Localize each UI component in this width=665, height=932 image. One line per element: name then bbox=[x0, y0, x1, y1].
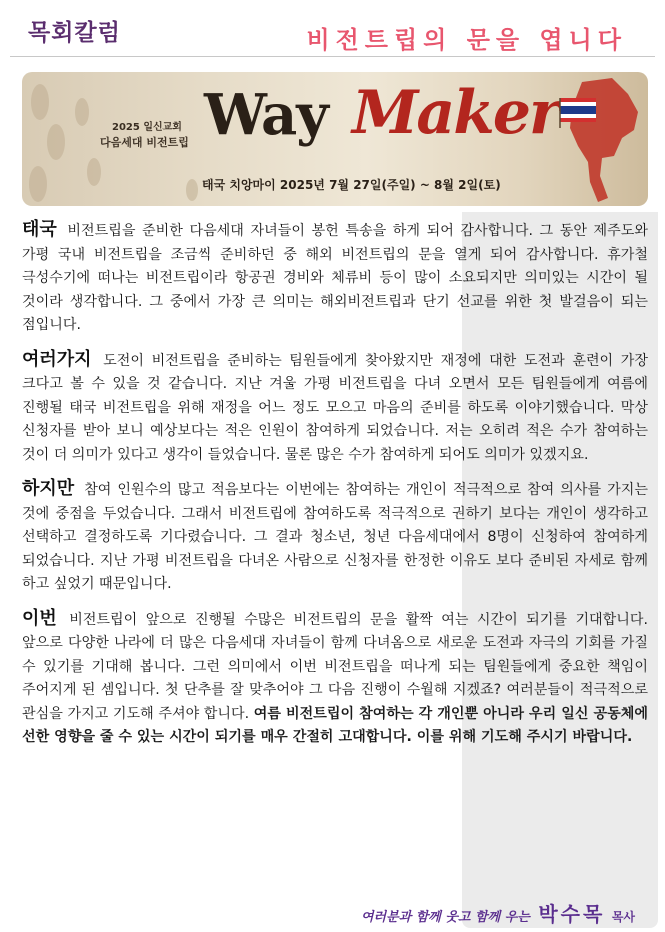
paragraph-3 bbox=[22, 477, 648, 597]
paragraph-text: 비전트립을 준비한 다음세대 자녀들이 봉헌 특송을 하게 되어 감사합니다. 그 동안 제주도와 가평 국내 비전트립을 조금씩 준비하던 중 해외 비전트립의 문을 열게 되어 감사합니다. 휴가철 극성수기에 떠나는 비전트립이라 항공권 경비와 체류비 등이 많이 소요되지만 의미있는 시간이 될 것이라 생각합니다. 그 중에서 가장 큰 의미는 해외비전트립과 단기 선교를 위한 첫 발걸음이 되는 점입니다. bbox=[22, 223, 649, 333]
banner-church-line: 2025 일신교회 bbox=[112, 122, 182, 133]
paragraph-1 bbox=[22, 218, 648, 338]
thailand-map-icon bbox=[542, 72, 648, 206]
banner-title-maker: Maker bbox=[352, 78, 559, 148]
author-role: 목사 bbox=[611, 910, 635, 924]
paragraph-text: 참여 인원수의 많고 적음보다는 이번에는 참여하는 개인이 적극적으로 참여 의사를 가지는 것에 중점을 두었습니다. 그래서 비전트립에 참여하도록 적극적으로 권하기 보다는 개인이 생각하고 선택하고 결정하도록 기다렸습니다. 그 결과 청소년, 청년 다음세대에서 8명이 신청하여 참여하게 되었습니다. 지난 가평 비전트립을 다녀온 사람으로 신청자를 한정한 이유도 보다 준비된 자세로 함께 하고 싶었기 때문입니다. bbox=[22, 482, 648, 592]
column-label: 목회칼럼 bbox=[28, 20, 121, 46]
paragraph-2 bbox=[22, 348, 648, 468]
paragraph-lead: 태국 bbox=[22, 219, 57, 240]
column-header bbox=[0, 0, 665, 58]
paragraph-text: 도전이 비전트립을 준비하는 팀원들에게 찾아왔지만 재정에 대한 도전과 훈련이 가장 크다고 볼 수 있을 것 같습니다. 지난 겨울 가평 비전트립을 다녀 오면서 모든 팀원들에게 여름에 진행될 태국 비전트립을 위해 재정을 어느 정도 모으고 마음의 준비를 하도록 이야기했습니다. 막상 신청자를 받아 보니 예상보다는 적은 인원이 참여하게 되었습니다. 저는 오히려 적은 수가 참여하는 것이 더 의미가 있다고 생각이 들었습니다. 물론 많은 수가 참여하게 되어도 의미가 있겠지요. bbox=[22, 352, 648, 463]
column-title: 비전트립의 문을 엽니다 bbox=[306, 26, 627, 54]
paragraph-lead: 이번 bbox=[22, 607, 57, 629]
paragraph-4 bbox=[22, 607, 648, 750]
banner-title-way: Way bbox=[204, 82, 328, 148]
author-signature bbox=[361, 898, 635, 927]
header-divider bbox=[10, 56, 655, 57]
paragraph-lead: 여러가지 bbox=[22, 348, 92, 370]
signature-tagline: 여러분과 함께 웃고 함께 우는 bbox=[360, 910, 530, 925]
column-body bbox=[22, 218, 648, 760]
paragraph-lead: 하지만 bbox=[22, 478, 75, 499]
banner-dates: 태국 치앙마이 2025년 7월 27일(주일) ~ 8월 2일(토) bbox=[202, 178, 501, 192]
paragraph-text: 비전트립이 앞으로 진행될 수많은 비전트립의 문을 활짝 여는 시간이 되기를 기대합니다. 앞으로 다양한 나라에 더 많은 다음세대 자녀들이 함께 다녀옴으로 새로운 도전과 자극의 기회를 가질 수 있기를 기대해 봅니다. 그런 의미에서 이번 비전트립을 떠나게 되는 팀원들에게 중요한 책임이 주어지게 된 셈입니다. 첫 단추를 잘 맞추어야 그 다음 진행이 수월해 지겠죠? 여러분들이 적극적으로 관심을 가지고 기도해 주셔야 합니다. bbox=[22, 611, 648, 722]
paragraph-bold-text: 여름 비전트립이 참여하는 각 개인뿐 아니라 우리 일신 공동체에 선한 영향을 줄 수 있는 시간이 되기를 매우 간절히 고대합니다. 이를 위해 기도해 주시기 바랍니다. bbox=[22, 705, 648, 745]
banner-event-line: 다음세대 비전트립 bbox=[100, 136, 189, 149]
way-maker-banner bbox=[22, 72, 648, 206]
author-name: 박수목 bbox=[538, 902, 606, 926]
